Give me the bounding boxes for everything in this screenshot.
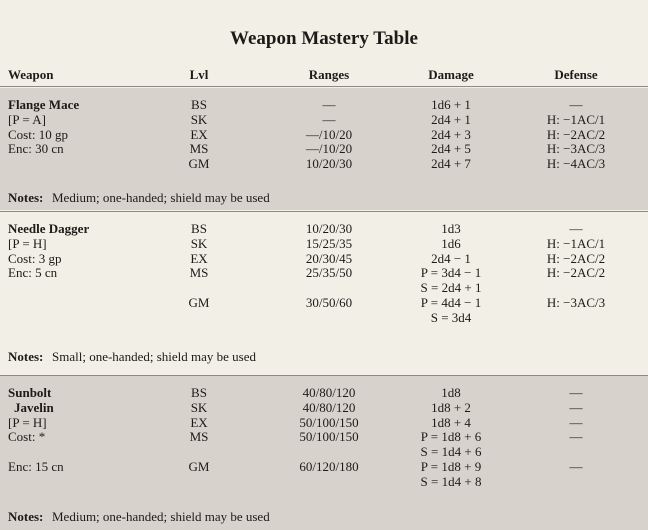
damage-value: 2d4 + 7 bbox=[431, 156, 471, 172]
header-defense: Defense bbox=[554, 67, 598, 82]
damage-value: S = 1d4 + 6 bbox=[420, 444, 482, 460]
damage-value: P = 1d8 + 6 bbox=[420, 429, 482, 445]
range-value: 50/100/150 bbox=[299, 414, 359, 430]
range-value: 60/120/180 bbox=[299, 459, 359, 474]
table-title: Weapon Mastery Table bbox=[230, 28, 418, 49]
defense-value: H: −3AC/3 bbox=[546, 295, 606, 310]
weapon-info: [P = A] bbox=[8, 111, 46, 127]
damage-value: 1d6 bbox=[441, 235, 461, 251]
mastery-level: EX bbox=[190, 126, 208, 142]
header-lvl: Lvl bbox=[189, 67, 209, 82]
weapon-info: Enc: 15 cn bbox=[8, 459, 64, 474]
mastery-level: MS bbox=[189, 141, 209, 157]
notes-text: Small; one-handed; shield may be used bbox=[52, 349, 256, 364]
damage-value: 2d4 + 3 bbox=[431, 126, 471, 142]
damage-value: S = 2d4 + 1 bbox=[420, 280, 482, 296]
mastery-level: GM bbox=[188, 459, 210, 474]
notes-label: Notes: bbox=[8, 349, 44, 364]
weapon-info: [P = H] bbox=[8, 414, 47, 430]
defense-value: — bbox=[569, 385, 583, 400]
mastery-level: SK bbox=[190, 399, 208, 415]
damage-value: 1d8 bbox=[441, 385, 461, 400]
range-value: 20/30/45 bbox=[305, 250, 353, 266]
range-value: —/10/20 bbox=[305, 141, 353, 157]
notes-text: Medium; one-handed; shield may be used bbox=[52, 190, 270, 205]
range-value: — bbox=[322, 97, 336, 112]
weapon-name: Sunbolt bbox=[8, 385, 52, 400]
mastery-level: EX bbox=[190, 250, 208, 266]
mastery-level: BS bbox=[191, 221, 207, 236]
defense-value: H: −3AC/3 bbox=[546, 141, 606, 157]
weapon-info: Cost: * bbox=[8, 429, 46, 445]
weapon-info: Enc: 30 cn bbox=[8, 141, 64, 157]
range-value: 25/35/50 bbox=[305, 265, 353, 281]
defense-value: H: −1AC/1 bbox=[546, 235, 606, 251]
range-value: 30/50/60 bbox=[305, 295, 353, 310]
damage-value: 2d4 + 5 bbox=[431, 141, 471, 157]
damage-value: 1d8 + 2 bbox=[431, 399, 471, 415]
damage-value: P = 3d4 − 1 bbox=[420, 265, 482, 281]
range-value: —/10/20 bbox=[305, 126, 353, 142]
mastery-level: BS bbox=[191, 97, 207, 112]
defense-value: — bbox=[569, 399, 583, 415]
range-value: 40/80/120 bbox=[302, 399, 356, 415]
notes-label: Notes: bbox=[8, 509, 44, 524]
damage-value: P = 4d4 − 1 bbox=[420, 295, 482, 310]
range-value: 40/80/120 bbox=[302, 385, 356, 400]
range-value: 10/20/30 bbox=[305, 156, 353, 172]
notes-text: Medium; one-handed; shield may be used bbox=[52, 509, 270, 524]
mastery-level: EX bbox=[190, 414, 208, 430]
header-damage: Damage bbox=[428, 67, 474, 82]
damage-value: 1d3 bbox=[441, 221, 461, 236]
damage-value: 2d4 + 1 bbox=[431, 111, 471, 127]
defense-value: H: −4AC/3 bbox=[546, 156, 606, 172]
weapon-info: [P = H] bbox=[8, 235, 47, 251]
range-value: 50/100/150 bbox=[299, 429, 359, 445]
mastery-level: BS bbox=[191, 385, 207, 400]
mastery-level: MS bbox=[189, 429, 209, 445]
weapon-name: Flange Mace bbox=[8, 97, 80, 112]
weapon-name: Needle Dagger bbox=[8, 221, 90, 236]
defense-value: — bbox=[569, 459, 583, 474]
range-value: 15/25/35 bbox=[305, 235, 353, 251]
range-value: 10/20/30 bbox=[305, 221, 353, 236]
notes-label: Notes: bbox=[8, 190, 44, 205]
mastery-level: SK bbox=[190, 111, 208, 127]
defense-value: H: −2AC/2 bbox=[546, 250, 606, 266]
range-value: — bbox=[322, 111, 336, 127]
defense-value: — bbox=[569, 221, 583, 236]
weapon-name: Javelin bbox=[14, 399, 54, 415]
weapon-info: Cost: 3 gp bbox=[8, 250, 62, 266]
defense-value: H: −2AC/2 bbox=[546, 265, 606, 281]
header-ranges: Ranges bbox=[308, 67, 350, 82]
section-divider bbox=[0, 211, 648, 212]
weapon-info: Enc: 5 cn bbox=[8, 265, 58, 281]
header-rule bbox=[0, 86, 648, 87]
defense-value: H: −2AC/2 bbox=[546, 126, 606, 142]
damage-value: S = 3d4 bbox=[430, 309, 472, 325]
mastery-level: MS bbox=[189, 265, 209, 281]
mastery-level: SK bbox=[190, 235, 208, 251]
defense-value: — bbox=[569, 97, 583, 112]
defense-value: — bbox=[569, 414, 583, 430]
defense-value: — bbox=[569, 429, 583, 445]
damage-value: 1d8 + 4 bbox=[431, 414, 471, 430]
defense-value: H: −1AC/1 bbox=[546, 111, 606, 127]
damage-value: 2d4 − 1 bbox=[431, 250, 471, 266]
mastery-level: GM bbox=[188, 295, 210, 310]
weapon-info: Cost: 10 gp bbox=[8, 126, 68, 142]
damage-value: P = 1d8 + 9 bbox=[420, 459, 482, 474]
damage-value: S = 1d4 + 8 bbox=[420, 473, 482, 489]
section-divider bbox=[0, 375, 648, 376]
header-weapon: Weapon bbox=[8, 67, 54, 82]
damage-value: 1d6 + 1 bbox=[431, 97, 471, 112]
mastery-level: GM bbox=[188, 156, 210, 172]
